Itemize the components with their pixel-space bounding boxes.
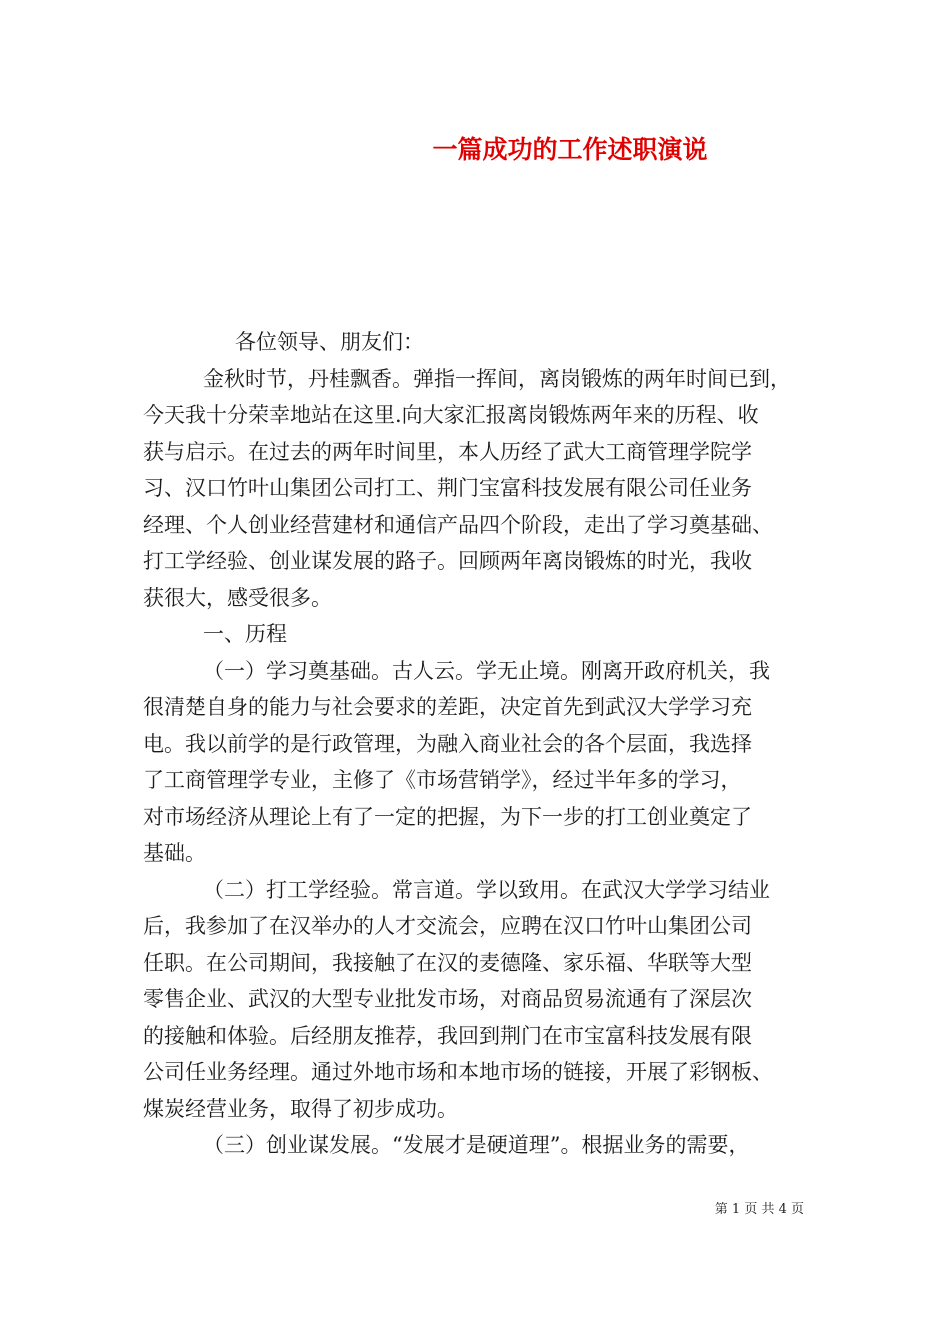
body-line: 公司任业务经理。通过外地市场和本地市场的链接，开展了彩钢板、 xyxy=(143,1060,773,1084)
body-line: 打工学经验、创业谋发展的路子。回顾两年离岗锻炼的时光，我收 xyxy=(143,549,752,573)
body-line: 获与启示。在过去的两年时间里，本人历经了武大工商管理学院学 xyxy=(143,439,752,464)
body-line: 煤炭经营业务，取得了初步成功。 xyxy=(143,1096,458,1121)
body-line: （一）学习奠基础。古人云。学无止境。刚离开政府机关，我 xyxy=(203,658,770,683)
body-line: 很清楚自身的能力与社会要求的差距，决定首先到武汉大学学习充 xyxy=(143,695,752,719)
page-footer: 第 1 页 共 4 页 xyxy=(714,1202,804,1217)
body-line: 对市场经济从理论上有了一定的把握，为下一步的打工创业奠定了 xyxy=(143,804,752,829)
document-title: 一篇成功的工作述职演说 xyxy=(432,135,708,164)
body-line: 获很大，感受很多。 xyxy=(143,585,332,610)
body-line: 零售企业、武汉的大型专业批发市场，对商品贸易流通有了深层次 xyxy=(143,987,752,1011)
body-line: 电。我以前学的是行政管理，为融入商业社会的各个层面，我选择 xyxy=(143,731,752,756)
body-line: 后，我参加了在汉举办的人才交流会，应聘在汉口竹叶山集团公司 xyxy=(143,914,752,938)
document-body xyxy=(143,324,833,1164)
body-line: 一、历程 xyxy=(203,622,287,646)
body-line: 习、汉口竹叶山集团公司打工、荆门宝富科技发展有限公司任业务 xyxy=(143,476,752,500)
body-line: 了工商管理学专业，主修了《市场营销学》，经过半年多的学习， xyxy=(143,768,742,792)
body-line: 基础。 xyxy=(143,841,206,865)
body-line: 任职。在公司期间，我接触了在汉的麦德隆、家乐福、华联等大型 xyxy=(143,950,752,975)
body-line: 金秋时节，丹桂飘香。弹指一挥间，离岗锻炼的两年时间已到， xyxy=(203,366,791,391)
body-line: 今天我十分荣幸地站在这里.向大家汇报离岗锻炼两年来的历程、收 xyxy=(143,403,759,427)
body-line: （二）打工学经验。常言道。学以致用。在武汉大学学习结业 xyxy=(203,877,770,902)
body-line: （三）创业谋发展。“发展才是硬道理”。根据业务的需要， xyxy=(203,1133,750,1157)
body-line: 各位领导、朋友们： xyxy=(235,330,424,354)
body-line: 经理、个人创业经营建材和通信产品四个阶段，走出了学习奠基础、 xyxy=(143,512,773,537)
body-line: 的接触和体验。后经朋友推荐，我回到荆门在市宝富科技发展有限 xyxy=(143,1023,752,1048)
